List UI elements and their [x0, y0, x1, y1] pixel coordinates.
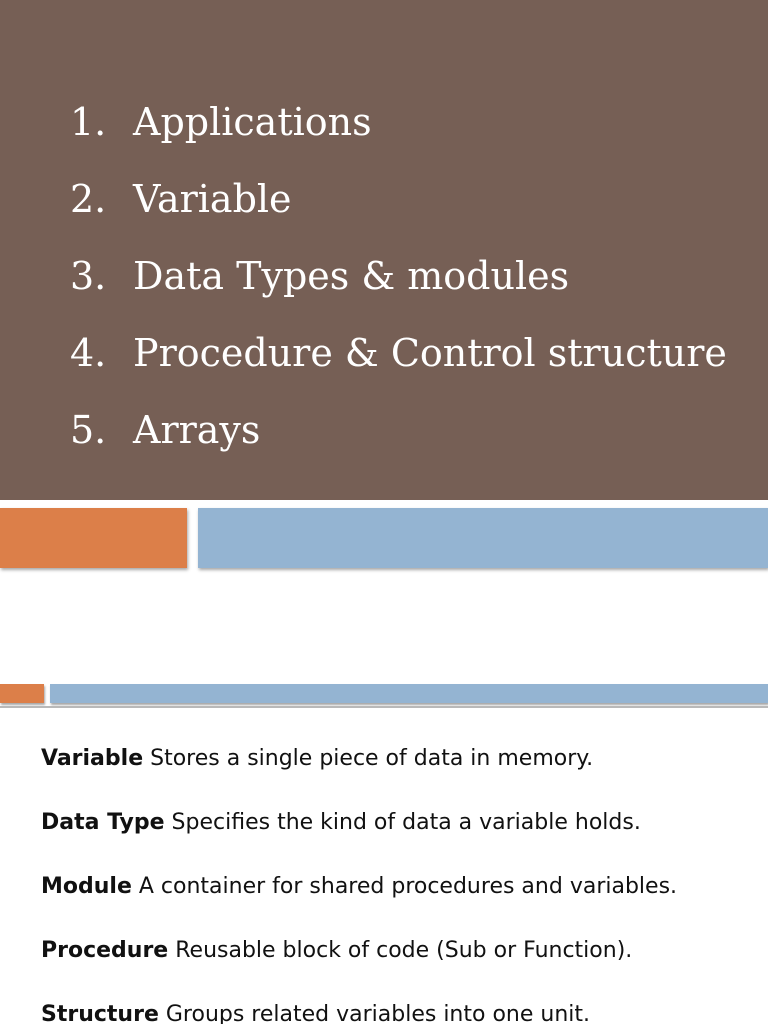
agenda-item [70, 98, 727, 175]
agenda-item-number: 3. [70, 254, 107, 298]
definition-item [41, 870, 677, 934]
blue-accent-bar [198, 508, 768, 568]
orange-accent-bar [0, 508, 187, 568]
agenda-item [70, 329, 727, 406]
orange-accent-bar-small [0, 684, 44, 703]
agenda-item [70, 252, 727, 329]
definition-term: Variable [41, 746, 144, 771]
definition-description: A container for shared procedures and variables. [138, 874, 678, 899]
agenda-item-number: 1. [70, 100, 107, 144]
agenda-item [70, 406, 727, 483]
definition-item [41, 742, 677, 806]
definition-item [41, 806, 677, 870]
definition-description: Reusable block of code (Sub or Function). [175, 938, 633, 963]
definition-description: Groups related variables into one unit. [165, 1002, 591, 1024]
agenda-slide [0, 0, 768, 500]
definition-term: Data Type [41, 810, 165, 835]
agenda-item [70, 175, 727, 252]
agenda-item-label: Variable [133, 177, 292, 221]
agenda-item-label: Arrays [133, 408, 261, 452]
divider [0, 706, 768, 708]
agenda-item-label: Applications [133, 100, 372, 144]
agenda-item-label: Data Types & modules [133, 254, 570, 298]
definition-term: Procedure [41, 938, 169, 963]
definition-term: Structure [41, 1002, 159, 1024]
agenda-item-number: 2. [70, 177, 107, 221]
agenda-list [70, 98, 727, 483]
definition-item [41, 934, 677, 998]
definition-item [41, 998, 677, 1024]
definition-term: Module [41, 874, 132, 899]
definition-description: Specifies the kind of data a variable holds. [171, 810, 641, 835]
agenda-item-number: 5. [70, 408, 107, 452]
definition-description: Stores a single piece of data in memory. [150, 746, 594, 771]
blue-accent-bar-small [50, 684, 768, 703]
agenda-item-number: 4. [70, 331, 107, 375]
definition-list [41, 742, 677, 1024]
agenda-item-label: Procedure & Control structure [133, 331, 727, 375]
